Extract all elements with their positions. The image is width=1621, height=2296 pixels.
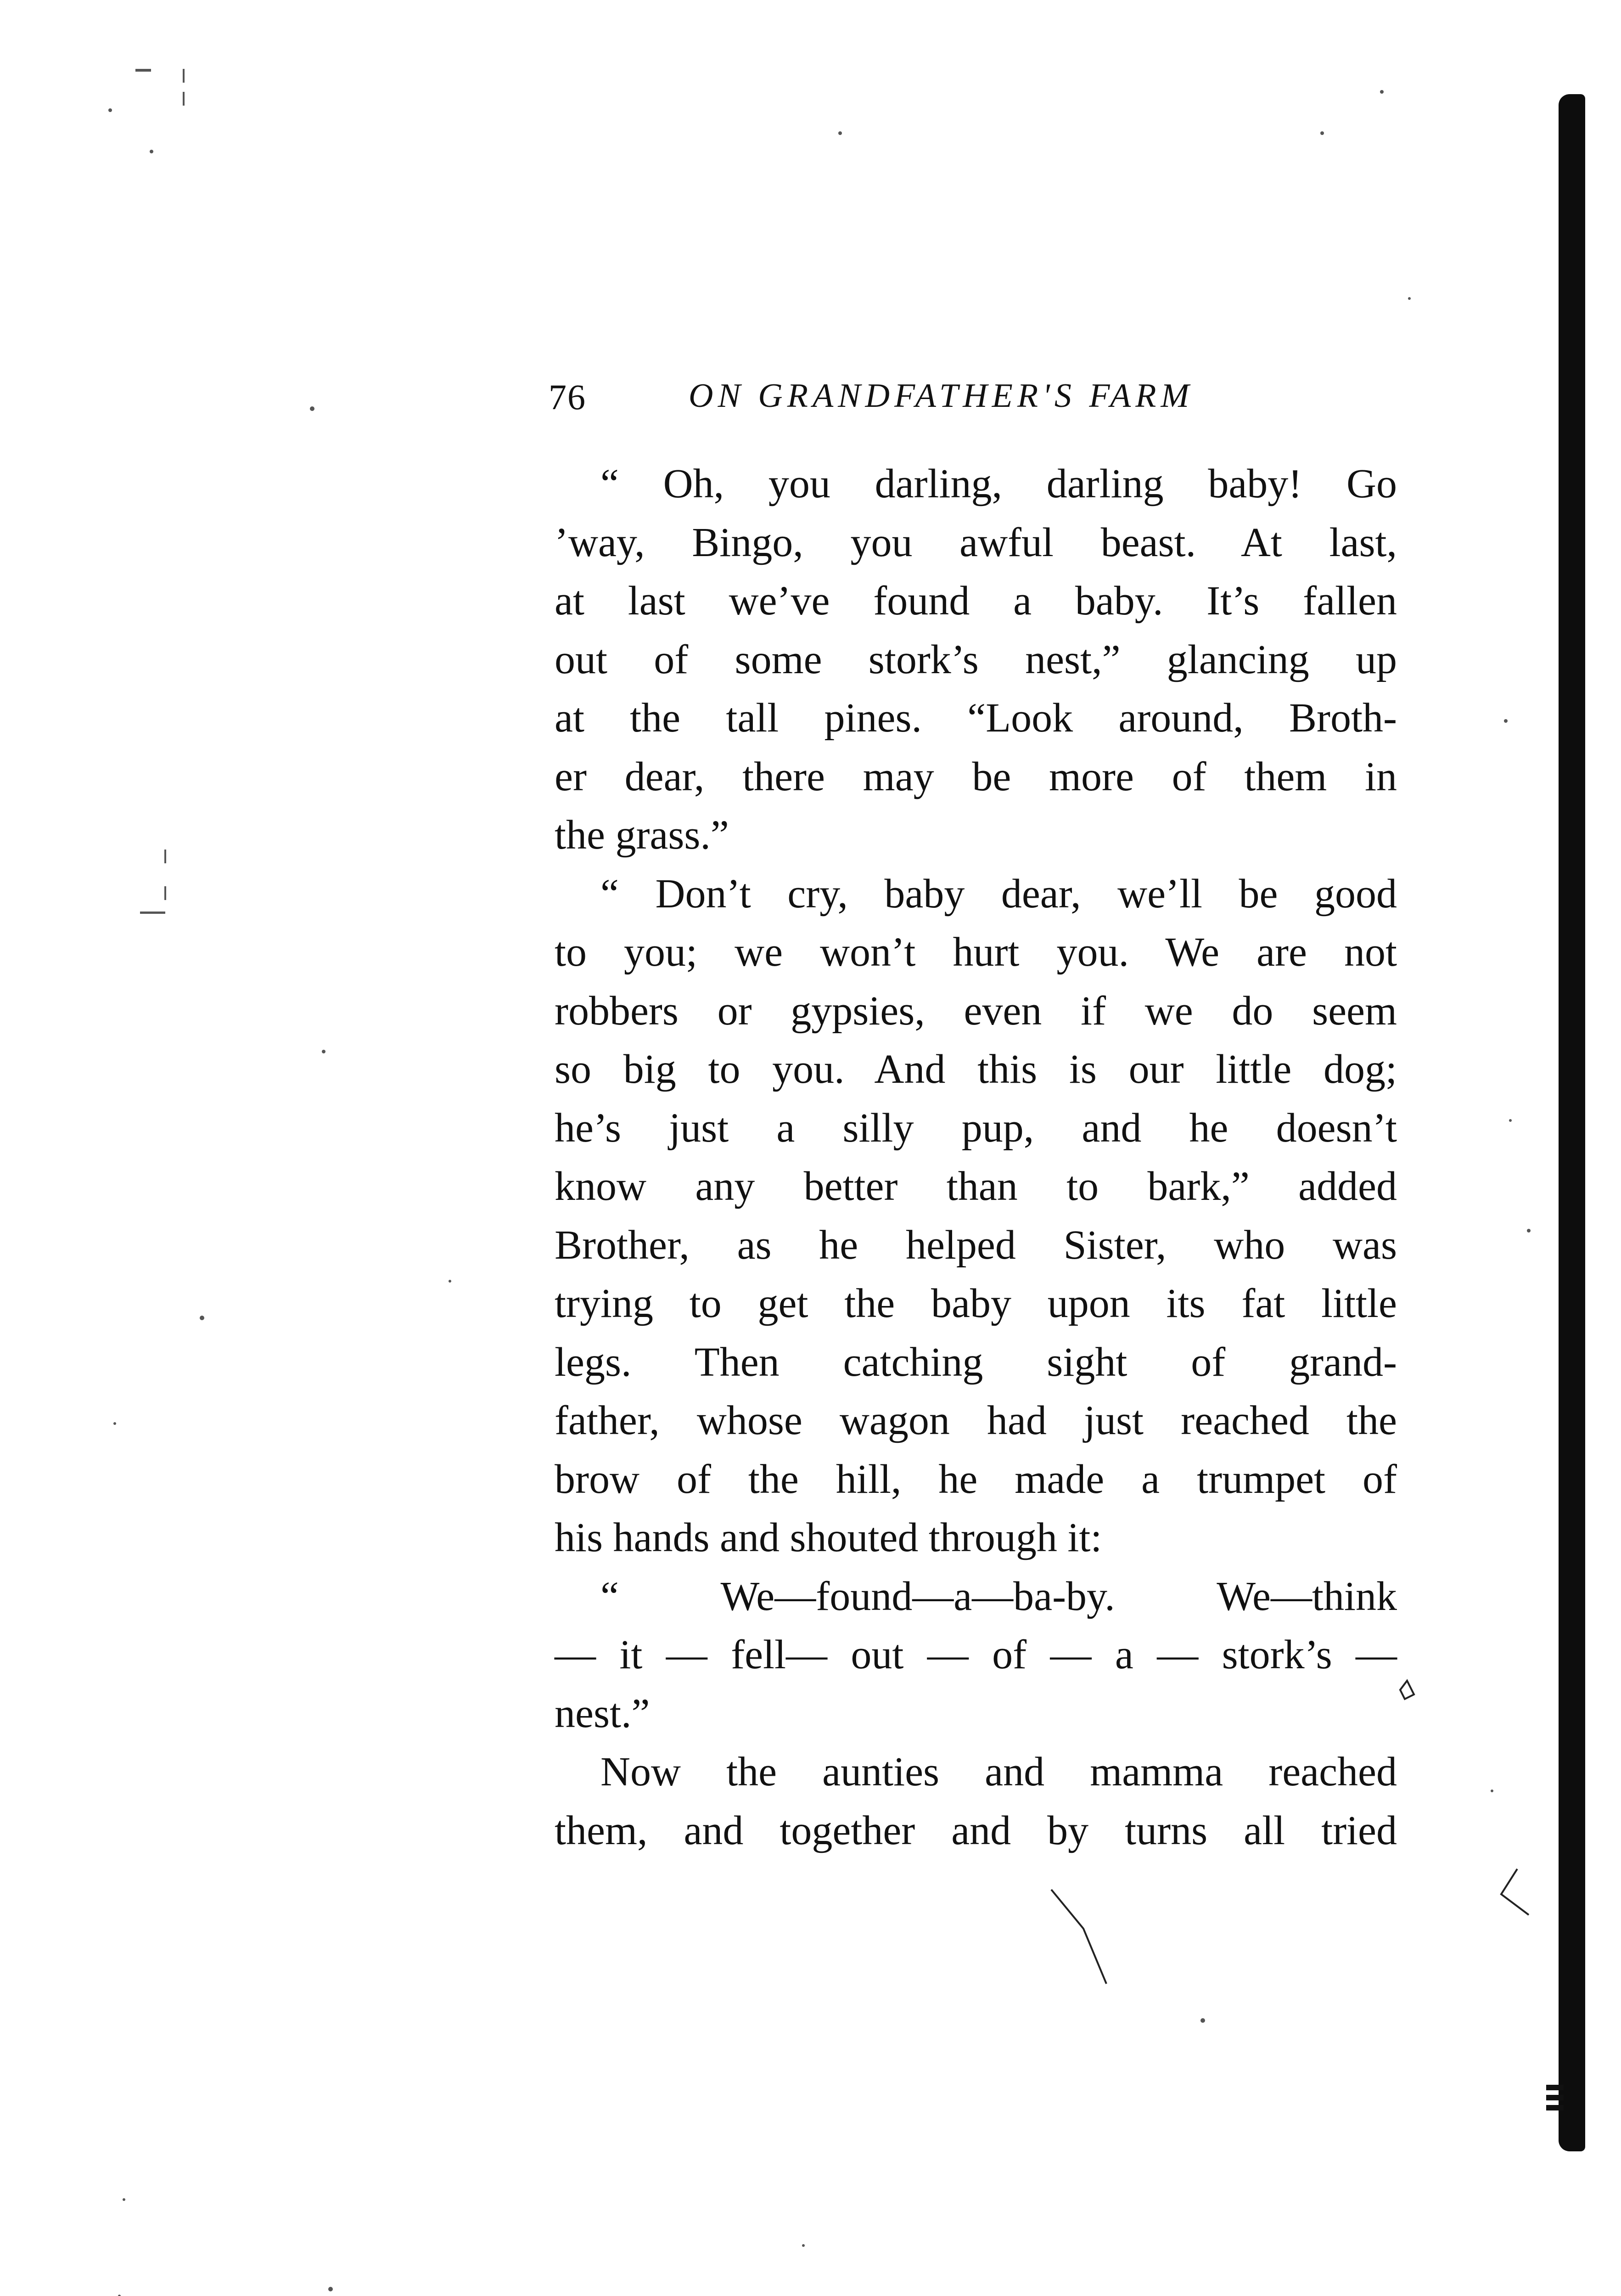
text-line: out of some stork’s nest,” glancing up	[555, 636, 1397, 682]
text-line: his hands and shouted through it:	[555, 1515, 1102, 1560]
text-line: at last we’ve found a baby. It’s fallen	[555, 578, 1397, 624]
text-line: at the tall pines. “Look around, Broth-	[555, 695, 1397, 741]
page-number: 76	[549, 377, 586, 417]
text-line: so big to you. And this is our little dog;	[555, 1047, 1397, 1092]
text-line: nest.”	[555, 1690, 650, 1736]
text-line: robbers or gypsies, even if we do seem	[555, 988, 1397, 1034]
text-line: to you; we won’t hurt you. We are not	[555, 929, 1397, 975]
running-title: ON GRANDFATHER'S FARM	[689, 377, 1194, 415]
text-line: know any better than to bark,” added	[555, 1164, 1397, 1209]
text-line: he’s just a silly pup, and he doesn’t	[555, 1105, 1397, 1151]
text-line: “ Oh, you darling, darling baby! Go	[600, 461, 1397, 506]
text-line: “ Don’t cry, baby dear, we’ll be good	[600, 871, 1397, 917]
text-line: Brother, as he helped Sister, who was	[555, 1222, 1397, 1268]
text-line: the grass.”	[555, 812, 729, 858]
text-line: Now the aunties and mamma reached	[600, 1749, 1397, 1795]
text-line: ’way, Bingo, you awful beast. At last,	[555, 519, 1397, 565]
text-line: “ We—found—a—ba-by. We—think	[600, 1573, 1397, 1619]
text-line: father, whose wagon had just reached the	[555, 1398, 1397, 1443]
text-line: them, and together and by turns all tried	[555, 1807, 1397, 1853]
text-line: brow of the hill, he made a trumpet of	[555, 1456, 1397, 1502]
text-line: — it — fell— out — of — a — stork’s —	[555, 1632, 1397, 1677]
text-line: er dear, there may be more of them in	[555, 754, 1397, 799]
text-line: trying to get the baby upon its fat little	[555, 1281, 1397, 1326]
text-line: legs. Then catching sight of grand-	[555, 1339, 1397, 1385]
